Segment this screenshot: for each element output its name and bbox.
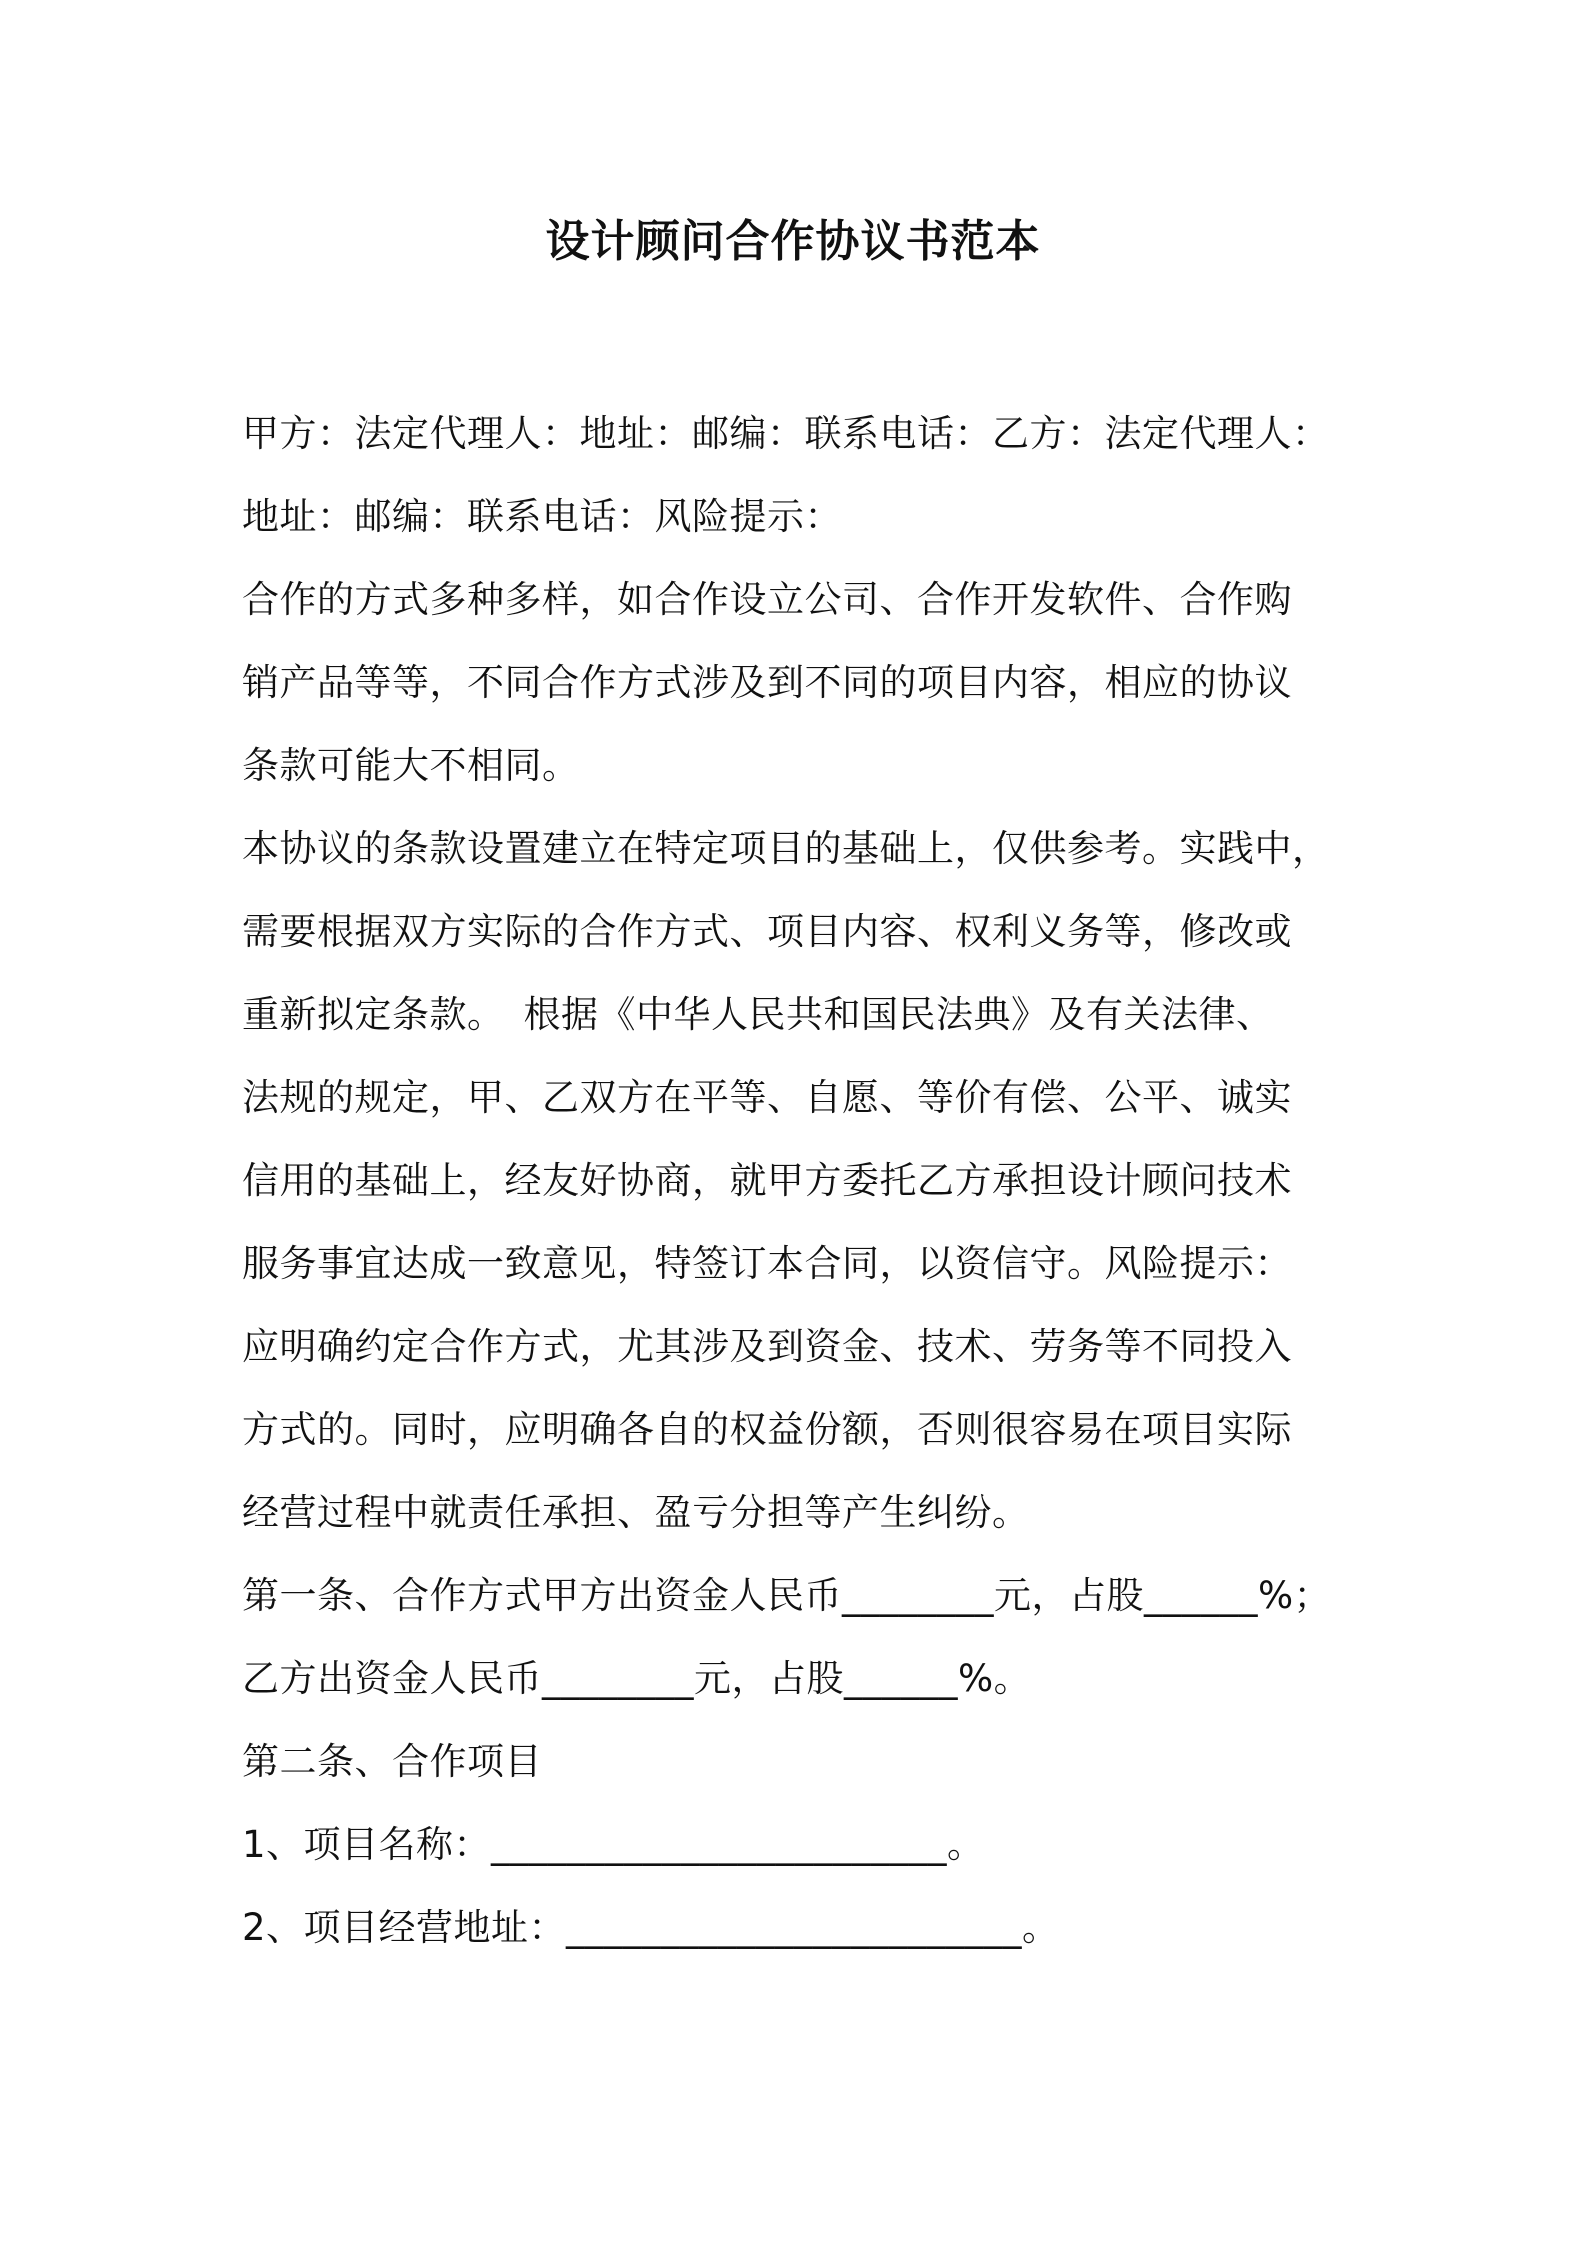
body-line: 条款可能大不相同。 [242,744,580,787]
document-title: 设计顾问合作协议书范本 [545,216,1041,267]
body-line: 法规的规定，甲、乙双方在平等、自愿、等价有偿、公平、诚实 [242,1076,1292,1119]
body-line: 经营过程中就责任承担、盈亏分担等产生纠纷。 [242,1491,1030,1534]
project-address-line: 2、项目经营地址：________________________。 [242,1906,1060,1949]
body-line: 方式的。同时，应明确各自的权益份额，否则很容易在项目实际 [242,1408,1292,1451]
body-line: 应明确约定合作方式，尤其涉及到资金、技术、劳务等不同投入 [242,1325,1292,1368]
body-line: 地址：邮编：联系电话：风险提示： [242,495,842,538]
clause-2-heading: 第二条、合作项目 [242,1740,542,1783]
body-line: 甲方：法定代理人：地址：邮编：联系电话：乙方：法定代理人： [242,412,1330,455]
body-line: 信用的基础上，经友好协商，就甲方委托乙方承担设计顾问技术 [242,1159,1292,1202]
clause-1-line: 第一条、合作方式甲方出资金人民币________元，占股______%； [242,1574,1332,1617]
body-line: 销产品等等，不同合作方式涉及到不同的项目内容，相应的协议 [242,661,1292,704]
body-line: 需要根据双方实际的合作方式、项目内容、权利义务等，修改或 [242,910,1292,953]
body-line: 本协议的条款设置建立在特定项目的基础上，仅供参考。实践中， [242,827,1330,870]
body-line: 服务事宜达成一致意见，特签订本合同，以资信守。风险提示： [242,1242,1292,1285]
clause-1-line: 乙方出资金人民币________元，占股______%。 [242,1657,1032,1700]
body-line: 重新拟定条款。 根据《中华人民共和国民法典》及有关法律、 [242,993,1274,1036]
project-name-line: 1、项目名称：________________________。 [242,1823,985,1866]
body-line: 合作的方式多种多样，如合作设立公司、合作开发软件、合作购 [242,578,1292,621]
